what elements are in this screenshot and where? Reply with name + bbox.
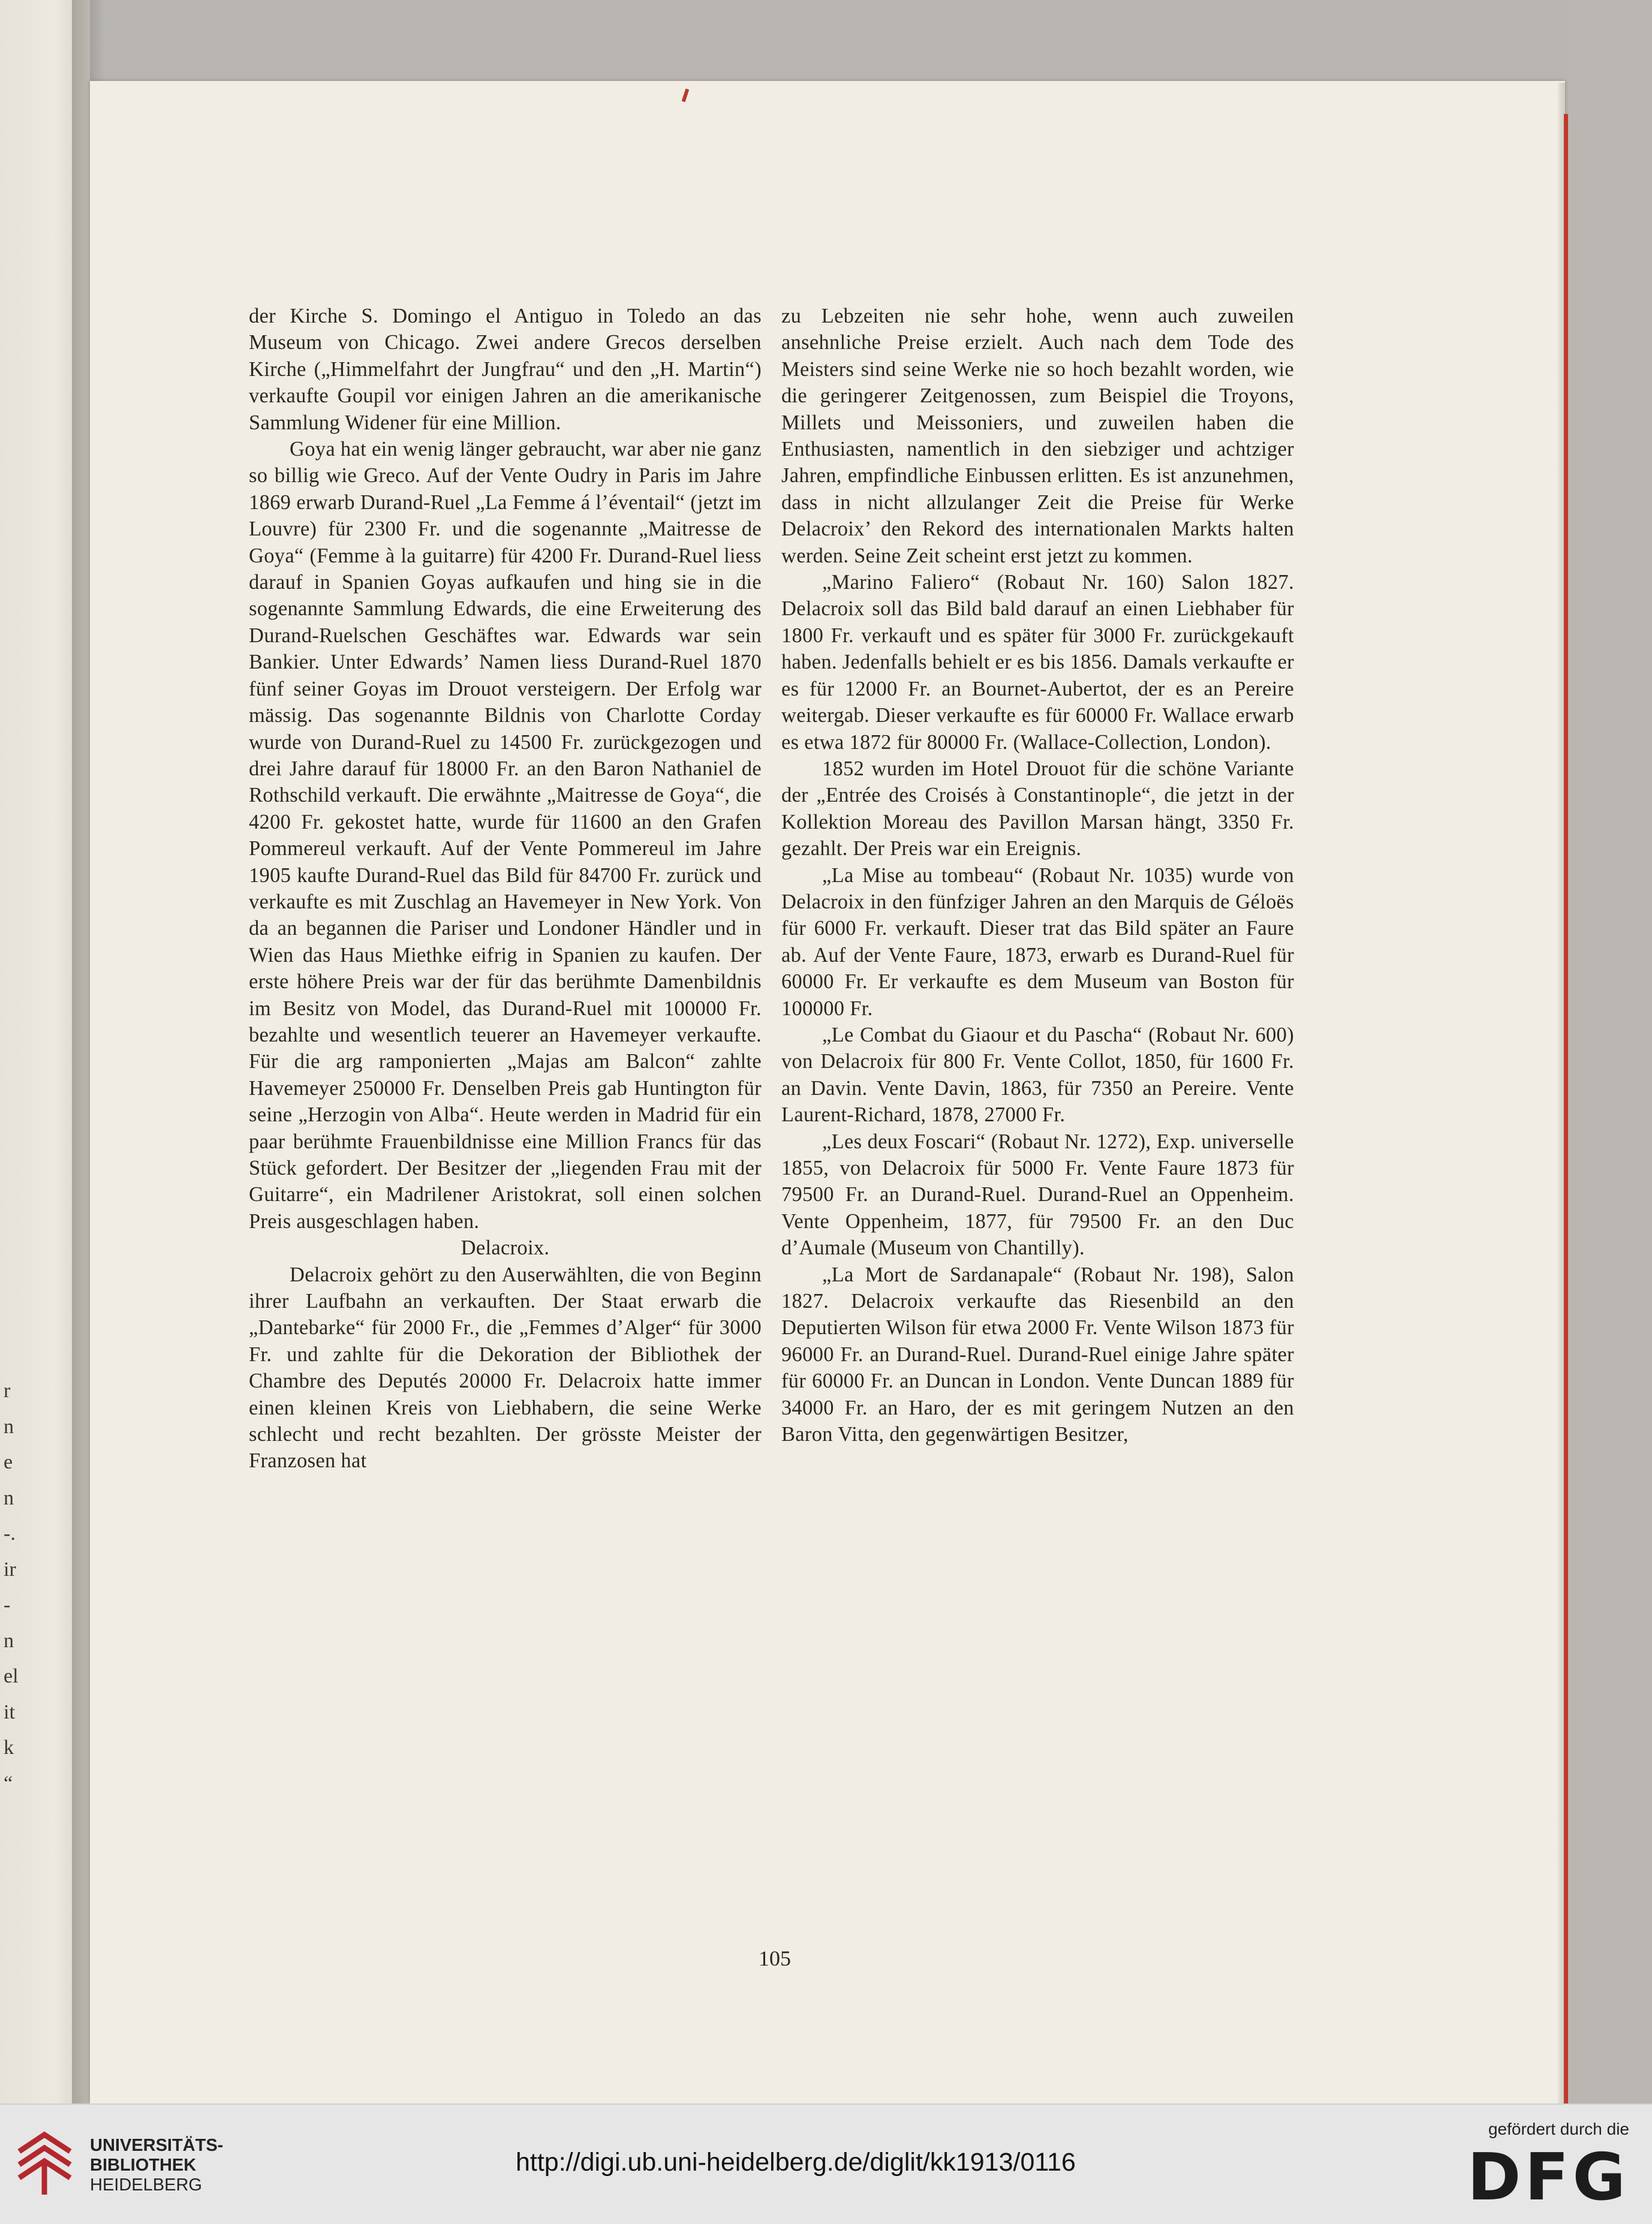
paragraph: der Kirche S. Domingo el Antiguo in Toledo an das Museum von Chicago. Zwei andere Grecos derselben Kirche („Himmelfahrt der Jungfrau“ und den „H. Martin“) verkaufte Goupil vor einigen Jahren an die amerikanische Sammlung Widener für eine Million. [249,305,762,434]
red-page-edge [1564,114,1568,2103]
margin-char: it [4,1701,15,1723]
margin-char: - [4,1594,11,1616]
paragraph: 1852 wurden im Hotel Drouot für die schöne Variante der „Entrée des Croisés à Constantinople“, die jetzt in der Kollektion Moreau des Pavillon Marsan hängt, 3350 Fr. gezahlt. Der Preis war ein Ereignis. [781,757,1294,860]
paragraph: Delacroix gehört zu den Auserwählten, die von Beginn ihrer Laufbahn an verkauften. Der Staat erwarb die „Dantebarke“ für 2000 Fr., die „Femmes d’Alger“ für 3000 Fr. und zahlte für die Dekoration der Bibliothek der Chambre des Deputés 20000 Fr. Delacroix hatte immer einen kleinen Kreis von Liebhabern, die seine Werke schlecht und recht bezahlten. Der grösste Meister der Franzosen hat [249,1263,762,1473]
margin-char: e [4,1451,13,1473]
margin-char: n [4,1415,14,1438]
ub-heidelberg-logo-icon[interactable] [13,2127,76,2198]
logo-line-1: UNIVERSITÄTS- [90,2136,224,2155]
permalink-url[interactable]: http://digi.ub.uni-heidelberg.de/diglit/kk1913/0116 [516,2148,1076,2177]
paragraph: „Marino Faliero“ (Robaut Nr. 160) Salon 1827. Delacroix soll das Bild bald darauf an einen Liebhaber für 1800 Fr. verkauft und es später für 3000 Fr. zurückgekauft haben. Jedenfalls behielt er es bis 1856. Damals verkaufte er es für 12000 Fr. an Bournet-Aubertot, der es an Pereire weitergab. Dieser verkaufte es für 60000 Fr. Wallace erwarb es etwa 1872 für 80000 Fr. (Wallace-Collection, London). [781,571,1294,754]
dfg-logo[interactable]: DFG [1467,2140,1629,2215]
paragraph: „La Mort de Sardanapale“ (Robaut Nr. 198), Salon 1827. Delacroix verkaufte das Riesenbild an den Deputierten Wilson für etwa 2000 Fr. Vente Wilson 1873 für 96000 Fr. an Durand-Ruel. Durand-Ruel einige Jahre später für 60000 Fr. an Duncan in London. Vente Duncan 1889 für 34000 Fr. an Haro, der es mit geringem Nutzen an den Baron Vitta, den gegenwärtigen Besitzer, [781,1263,1294,1446]
right-background [1568,0,1652,2103]
margin-char: ir [4,1558,16,1581]
section-heading: Delacroix. [461,1236,550,1260]
margin-char: r [4,1380,11,1402]
logo-line-2: BIBLIOTHEK [90,2156,197,2175]
page-number: 105 [759,1946,791,1970]
margin-char: -. [4,1522,16,1545]
margin-char: n [4,1486,14,1509]
facing-page-margin-text [4,1373,22,1801]
paragraph: „Les deux Foscari“ (Robaut Nr. 1272), Exp. universelle 1855, von Delacroix für 5000 Fr. Vente Faure 1873 für 79500 Fr. an Durand-Ruel. Durand-Ruel an Oppenheim. Vente Oppenheim, 1877, für 79500 Fr. an den Duc d’Aumale (Museum von Chantilly). [781,1130,1294,1260]
viewer-footer [0,2103,1652,2224]
paragraph: Goya hat ein wenig länger gebraucht, war aber nie ganz so billig wie Greco. Auf der Vente Oudry in Paris im Jahre 1869 erwarb Durand-Ruel „La Femme á l’éventail“ (jetzt im Louvre) für 2300 Fr. und die sogenannte „Maitresse de Goya“ (Femme à la guitarre) für 4200 Fr. Durand-Ruel liess darauf in Spanien Goyas aufkaufen und hing sie in die sogenannte Sammlung Edwards, die eine Erweiterung des Durand-Ruelschen Geschäftes war. Edwards war sein Bankier. Unter Edwards’ Namen liess Durand-Ruel 1870 fünf seiner Goyas im Drouot versteigern. Der Erfolg war mässig. Das sogenannte Bildnis von Charlotte Corday wurde von Durand-Ruel zu 14500 Fr. zurückgezogen und drei Jahre darauf für 18000 Fr. an den Baron Nathaniel de Rothschild verkauft. Die erwähnte „Maitresse de Goya“, die 4200 Fr. gekostet hatte, wurde für 11600 an den Grafen Pommereul verkauft. Auf der Vente Pommereul im Jahre 1905 kaufte Durand-Ruel das Bild für 84700 Fr. zurück und verkaufte es mit Zuschlag an Havemeyer in New York. Von da an begannen die Pariser und Londoner Händler und in Wien das Haus Miethke eifrig in Spanien zu kaufen. Der erste höhere Preis war der für das berühmte Damenbildnis im Besitz von Model, das Durand-Ruel mit 100000 Fr. bezahlte und wesentlich teuerer an Havemeyer verkaufte. Für die arg ramponierten „Majas am Balcon“ zahlte Havemeyer 250000 Fr. Denselben Preis gab Huntington für seine „Herzogin von Alba“. Heute werden in Madrid für ein paar berühmte Frauenbildnisse eine Million Francs für das Stück gefordert. Der Besitzer der „liegenden Frau mit der Guitarre“, ein Madrilener Aristokrat, soll einen solchen Preis ausgeschlagen haben. [249,438,762,1233]
paragraph: „La Mise au tombeau“ (Robaut Nr. 1035) wurde von Delacroix in den fünfziger Jahren an den Marquis de Géloës für 6000 Fr. verkauft. Dieser trat das Bild später an Faure ab. Auf der Vente Faure, 1873, erwarb es Durand-Ruel für 60000 Fr. Er verkaufte es dem Museum van Boston für 100000 Fr. [781,863,1294,1020]
paragraph: „Le Combat du Giaour et du Pascha“ (Robaut Nr. 600) von Delacroix für 800 Fr. Vente Collot, 1850, für 1600 Fr. an Davin. Vente Davin, 1863, für 7350 an Pereire. Vente Laurent-Richard, 1878, 27000 Fr. [781,1023,1294,1127]
funded-by-label: gefördert durch die [1488,2120,1629,2138]
margin-char: “ [4,1772,13,1795]
text-column-left [249,303,762,1474]
margin-char: el [4,1665,19,1687]
ub-heidelberg-logo-text[interactable] [90,2136,223,2195]
paragraph: zu Lebzeiten nie sehr hohe, wenn auch zuweilen ansehnliche Preise erzielt. Auch nach dem Tode des Meisters sind seine Werke nie so hoch bezahlt worden, wie die geringerer Zeitgenossen, zum Beispiel die Troyons, Millets und Meissoniers, und zuweilen haben die Enthusiasten, namentlich in den siebziger und achtziger Jahren, empfindliche Einbussen erlitten. Es ist anzunehmen, dass in nicht allzulanger Zeit die Preise für Werke Delacroix’ den Rekord des internationalen Markts halten werden. Seine Zeit scheint erst jetzt zu kommen. [781,305,1294,567]
margin-char: n [4,1629,14,1652]
margin-char: k [4,1737,14,1759]
logo-line-3: HEIDELBERG [90,2175,202,2195]
text-column-right [781,303,1294,1447]
